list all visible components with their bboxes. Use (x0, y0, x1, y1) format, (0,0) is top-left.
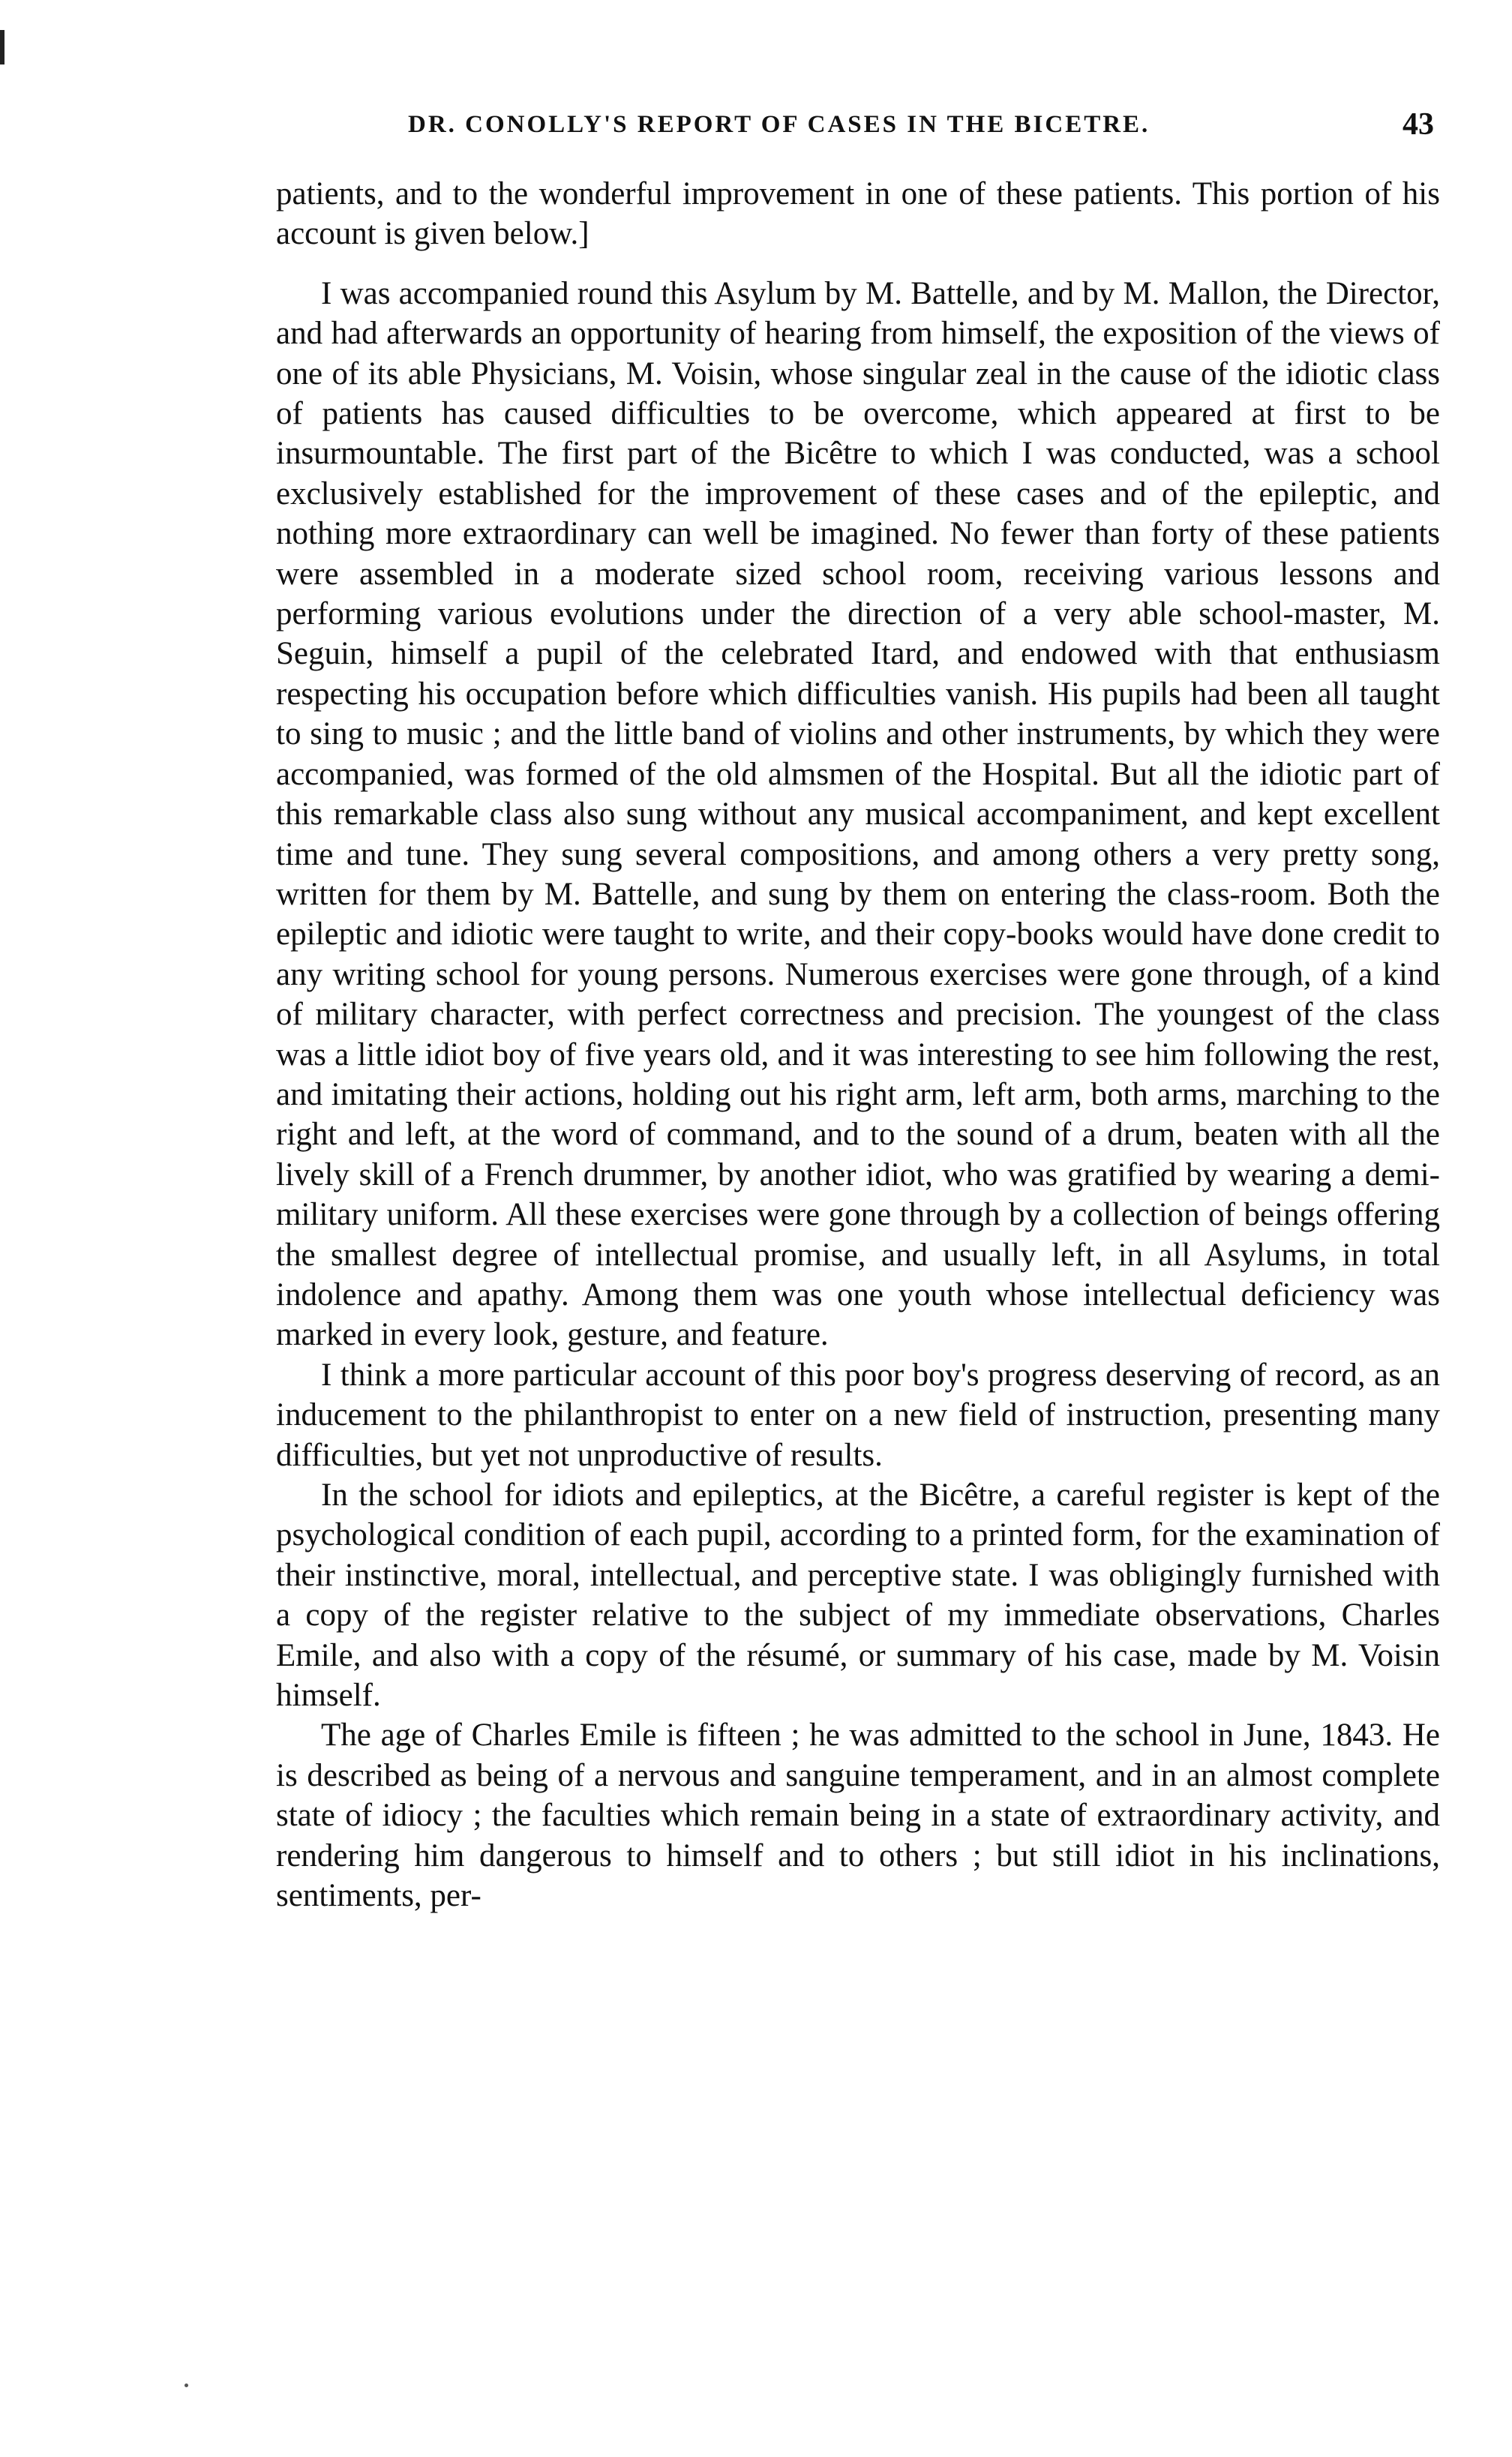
paragraph-boy-progress: I think a more particular account of this poor boy's progress deserving of record, as an inducement to the philanthropist to enter on a new field of instruction, presenting many difficulties, but yet not unproductive of results. (276, 1357, 1440, 1473)
paragraph-charles-emile: The age of Charles Emile is fifteen ; he was admitted to the school in June, 1843. He is described as being of a nervous and sanguine temperament, and in an almost complete state of idiocy ; the faculties which remain being in a state of extraordinary activity, and rendering him dangerous to himself and to others ; but still idiot in his inclinations, sentiments, per- (276, 1718, 1440, 1914)
paragraph-intro-continuation: patients, and to the wonderful improvement in one of these patients. This portion of his account is given below.] (276, 176, 1440, 252)
paragraph-asylum-visit: I was accompanied round this Asylum by M. Battelle, and by M. Mallon, the Director, and had afterwards an opportunity of hearing from himself, the exposition of the views of one of its able Physicians, M. Voisin, whose singular zeal in the cause of the idiotic class of patients has caused difficulties to be overcome, which appeared at first to be insurmountable. The first part of the Bicêtre to which I was conducted, was a school exclusively established for the improvement of these cases and of the epileptic, and nothing more extraordinary can well be imagined. No fewer than forty of these patients were assembled in a moderate sized school room, receiving various lessons and performing various evolutions under the direction of a very able school-master, M. Seguin, himself a pupil of the celebrated Itard, and endowed with that enthusiasm respecting his occupation before which difficulties vanish. His pupils had been all taught to sing to music ; and the little band of violins and other instruments, by which they were accompanied, was formed of the old almsmen of the Hospital. But all the idiotic part of this remarkable class also sung without any musical accompaniment, and kept excellent time and tune. They sung several compositions, and among others a very pretty song, written for them by M. Battelle, and sung by them on entering the class-room. Both the epileptic and idiotic were taught to write, and their copy-books would have done credit to any writing school for young persons. Numerous exercises were gone through, of a kind of military character, with perfect correctness and precision. The youngest of the class was a little idiot boy of five years old, and it was interesting to see him following the rest, and imitating their actions, holding out his right arm, left arm, both arms, marching to the right and left, at the word of command, and to the sound of a drum, beaten with all the lively skill of a French drummer, by another idiot, who was gratified by wearing a demi-military uniform. All these exercises were gone through by a collection of beings offering the smallest degree of intellectual promise, and usually left, in all Asylums, in total indolence and apathy. Among them was one youth whose intellectual deficiency was marked in every look, gesture, and feature. (276, 275, 1440, 1353)
body-text (276, 174, 1440, 1916)
scan-edge-mark (0, 30, 4, 64)
scan-dot-mark (184, 2384, 188, 2387)
paragraph-register: In the school for idiots and epileptics, at the Bicêtre, a careful register is kept of the psychological condition of each pupil, according to a printed form, for the examination of their instinctive, moral, intellectual, and perceptive state. I was obligingly furnished with a copy of the register relative to the subject of my immediate observations, Charles Emile, and also with a copy of the résumé, or summary of his case, made by M. Voisin himself. (276, 1478, 1440, 1714)
page-header (276, 107, 1464, 156)
page-number: 43 (1402, 107, 1434, 142)
running-head: DR. CONOLLY'S REPORT OF CASES IN THE BICETRE. (408, 111, 1150, 138)
